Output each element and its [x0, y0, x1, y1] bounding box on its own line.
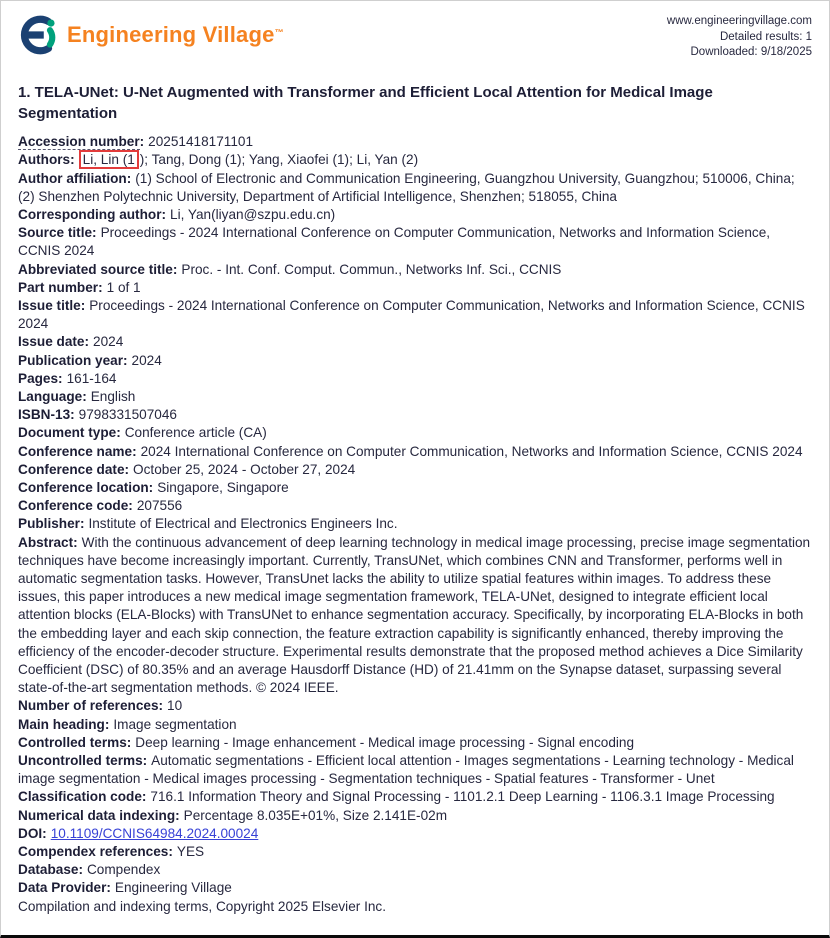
field-part-number: Part number: 1 of 1: [18, 279, 141, 295]
field-publication-year: Publication year: 2024: [18, 352, 162, 368]
detailed-results-count: Detailed results: 1: [719, 30, 812, 43]
accession-value: 20251418171101: [148, 134, 254, 150]
engineering-village-logo: [18, 14, 284, 56]
field-accession-number: Accession number: 20251418171101: [18, 134, 254, 150]
downloaded-date: Downloaded: 9/18/2025: [690, 46, 812, 58]
field-conference-date: Conference date: October 25, 2024 - October 27, 2024: [18, 461, 356, 477]
field-uncontrolled-terms: Uncontrolled terms: Automatic segmentations - Efficient local attention - Images segmentations - Learning technology - Medical image segmentation - Medical images processing - Segmentation techniques - Spatial features - Transformer - Unet: [18, 753, 794, 787]
field-doi: DOI: 10.1109/CCNIS64984.2024.00024: [18, 825, 259, 841]
authors-label: Authors:: [18, 152, 75, 168]
website-url: www.engineeringvillage.com: [666, 15, 812, 27]
field-conference-location: Conference location: Singapore, Singapore: [18, 479, 289, 495]
field-abstract: Abstract: With the continuous advancement of deep learning technology in medical image processing, precise image segmentation techniques have become increasingly important. Currently, TransUNet, which combines CNN and Transformer, performs well in automatic segmentation tasks. However, TransUnet lacks the ability to utilize spatial features within images. To address these issues, this paper introduces a new medical image segmentation framework, TELA-UNet, designed to integrate efficient local attention blocks (ELA-Blocks) with TransUNet to enhance segmentation accuracy. Specifically, by incorporating ELA-Blocks in both the embedding layer and each skip connection, the feature extraction capability is significantly enhanced, thereby improving the efficiency of the encoder-decoder structure. Experimental results demonstrate that the proposed method achieves a Dice Similarity Coefficient (DSC) of 80.35% and an average Hausdorff Distance (HD) of 21.41mm on the Synapse dataset, surpassing several state-of-the-art segmentation methods. © 2024 IEEE.: [18, 534, 811, 696]
record-title: 1. TELA-UNet: U-Net Augmented with Transformer and Efficient Local Attention for Medical Image Segmentation: [18, 83, 713, 122]
field-issue-date: Issue date: 2024: [18, 334, 124, 350]
field-language: Language: English: [18, 388, 136, 404]
field-conference-code: Conference code: 207556: [18, 498, 183, 514]
field-publisher: Publisher: Institute of Electrical and Electronics Engineers Inc.: [18, 516, 398, 532]
field-compendex-references: Compendex references: YES: [18, 844, 205, 860]
doi-link[interactable]: 10.1109/CCNIS64984.2024.00024: [50, 825, 259, 841]
field-source-title: Source title: Proceedings - 2024 International Conference on Computer Communication, Networks and Information Science, CCNIS 2024: [18, 225, 771, 259]
accession-label: Accession number: [18, 134, 140, 150]
field-pages: Pages: 161-164: [18, 370, 117, 386]
field-document-type: Document type: Conference article (CA): [18, 425, 267, 441]
page-header: [18, 14, 812, 61]
highlighted-author: Li, Lin (1: [82, 152, 135, 168]
field-number-of-references: Number of references: 10: [18, 698, 183, 714]
field-abbreviated-source-title: Abbreviated source title: Proc. - Int. Conf. Comput. Commun., Networks Inf. Sci., CCNIS: [18, 261, 562, 277]
field-corresponding-author: Corresponding author: Li, Yan(liyan@szpu.edu.cn): [18, 206, 336, 222]
ei-logo-icon: [18, 14, 60, 56]
copyright-line: Compilation and indexing terms, Copyright 2025 Elsevier Inc.: [18, 898, 386, 914]
download-info: [667, 14, 812, 61]
field-issue-title: Issue title: Proceedings - 2024 International Conference on Computer Communication, Networks and Information Science, CCNIS 2024: [18, 297, 805, 332]
field-classification-code: Classification code: 716.1 Information Theory and Signal Processing - 1101.2.1 Deep Learning - 1106.3.1 Image Processing: [18, 789, 775, 805]
field-main-heading: Main heading: Image segmentation: [18, 716, 237, 732]
field-numerical-data-indexing: Numerical data indexing: Percentage 8.035E+01%, Size 2.141E-02m: [18, 807, 448, 823]
field-database: Database: Compendex: [18, 862, 161, 878]
author-highlight-box: [79, 150, 139, 169]
field-author-affiliation: Author affiliation: (1) School of Electronic and Communication Engineering, Guangzhou University, Guangzhou; 510006, China; (2) Shenzhen Polytechnic University, Department of Artificial Intelligence, Shenzhen; 518055, China: [18, 170, 795, 204]
field-authors: [18, 151, 812, 169]
trademark-symbol: ™: [274, 27, 284, 38]
logo-wordmark: Engineering Village: [67, 22, 275, 47]
field-controlled-terms: Controlled terms: Deep learning - Image enhancement - Medical image processing - Signal encoding: [18, 734, 635, 750]
field-conference-name: Conference name: 2024 International Conference on Computer Communication, Networks and Information Science, CCNIS 2024: [18, 443, 803, 459]
field-isbn13: ISBN-13: 9798331507046: [18, 407, 177, 423]
record-fields: [18, 133, 812, 916]
field-data-provider: Data Provider: Engineering Village: [18, 880, 232, 896]
authors-rest: ); Tang, Dong (1); Yang, Xiaofei (1); Li, Yan (2): [139, 152, 419, 168]
